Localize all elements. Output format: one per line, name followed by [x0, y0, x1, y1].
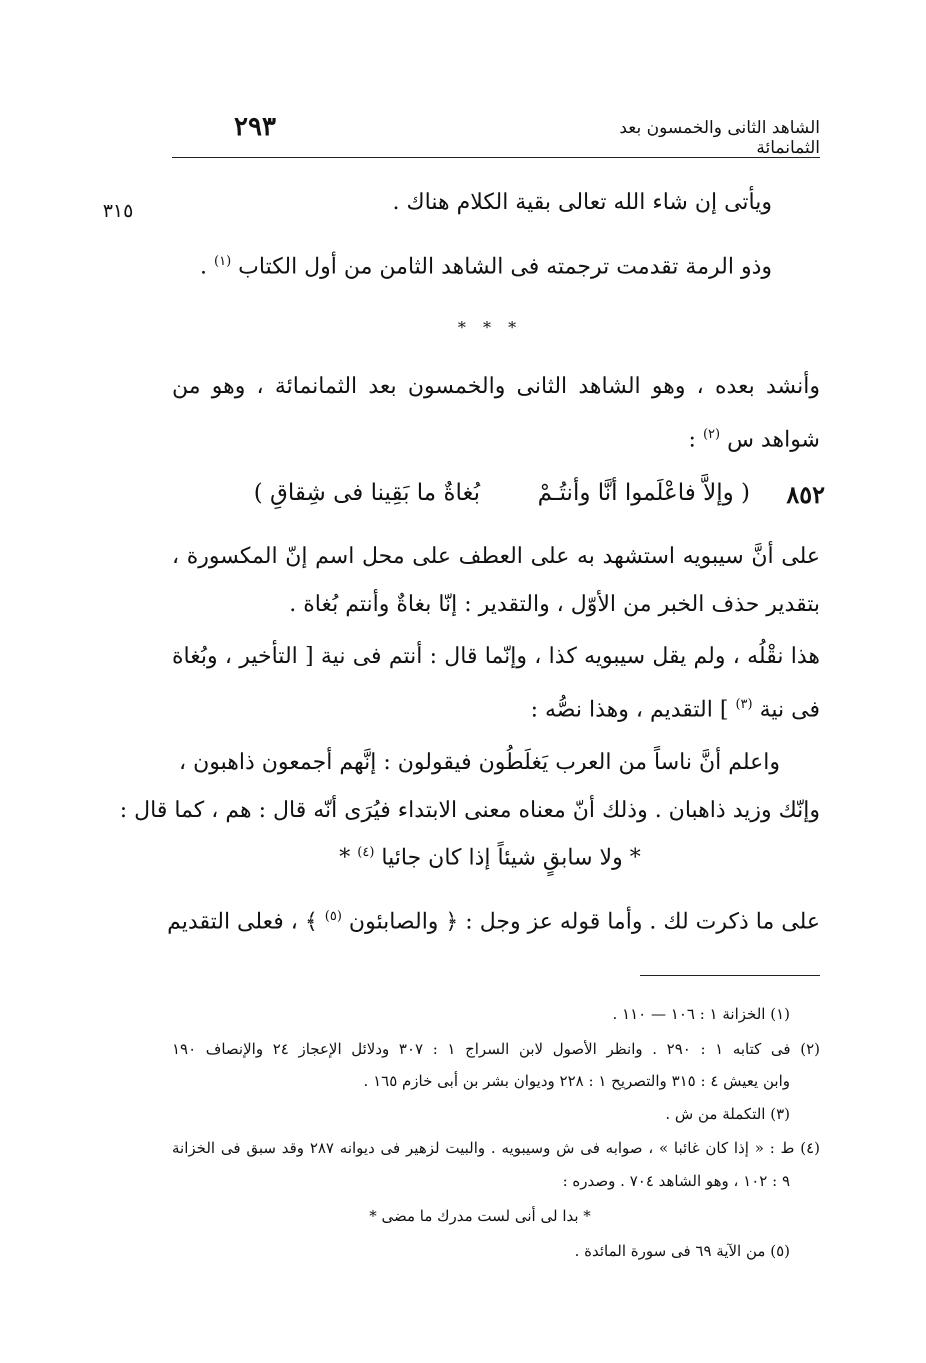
- quoted-verse-end: *: [339, 845, 351, 871]
- footnote-ref-4: (٤): [357, 845, 375, 860]
- body-line-11-text: على ما ذكرت لك . وأما قوله عز وجل : ﴿ والصابئون: [348, 909, 820, 935]
- poem-line: [200, 480, 825, 516]
- body-line-10: وإنّك وزيد ذاهبان . وذلك أنّ معناه معنى الابتداء فيُرَى أنّه قال : هم ، كما قال :: [119, 798, 820, 823]
- quoted-verse-text: * ولا سابقٍ شيئاً إذا كان جائيا: [381, 845, 641, 871]
- body-line-3: وأنشد بعده ، وهو الشاهد الثانى والخمسون بعد الثمانمائة ، وهو من: [172, 374, 820, 399]
- header-rule: [172, 157, 820, 158]
- body-line-8-end: ] التقديم ، وهذا نصُّه :: [530, 697, 729, 723]
- body-line-11-end: ﴾ ، فعلى التقديم: [167, 909, 318, 935]
- body-line-6: بتقدير حذف الخبر من الأوّل ، والتقدير : إنّا بغاةٌ وأنتم بُغاة .: [289, 592, 820, 617]
- body-line-8-start: فى نية: [759, 697, 820, 723]
- body-line-5: على أنَّ سيبويه استشهد به على العطف على محل اسم إنّ المكسورة ،: [172, 544, 820, 569]
- footnote-4-line-1: (٤) ط : « إذا كان غائبا » ، صوابه فى ش وسيبويه . والبيت لزهير فى ديوانه ٢٨٧ وقد سبق فى الخزانة: [172, 1139, 820, 1157]
- poem-hemistich-1: ( وإلاَّ فاعْلَموا أنَّا وأنتُـمْ: [537, 480, 750, 506]
- margin-number: ٣١٥: [102, 200, 134, 222]
- running-head: الشاهد الثانى والخمسون بعد الثمانمائة: [619, 118, 820, 158]
- footnote-ref-5: (٥): [324, 909, 342, 924]
- page-number: ٢٩٣: [234, 112, 276, 142]
- body-line-2: [172, 247, 772, 282]
- body-line-2-text: وذو الرمة تقدمت ترجمته فى الشاهد الثامن من أول الكتاب: [238, 254, 772, 280]
- body-line-2-end: .: [200, 254, 208, 280]
- footnote-2-line-1: (٢) فى كتابه ١ : ٢٩٠ . وانظر الأصول لابن السراج ١ : ٣٠٧ ودلائل الإعجاز ٢٤ والإنصاف ١٩٠: [172, 1040, 820, 1058]
- footnote-rule: [640, 975, 820, 976]
- footnote-3: (٣) التكملة من ش .: [665, 1105, 790, 1123]
- footnote-ref-3: (٣): [735, 697, 753, 712]
- body-line-1: ويأتى إن شاء الله تعالى بقية الكلام هناك .: [392, 190, 772, 215]
- body-line-4-text: شواهد س: [727, 427, 820, 453]
- poem-hemistich-2: بُغاةٌ ما بَقِينا فى شِقاقِ ): [253, 480, 480, 506]
- footnote-1: (١) الخزانة ١ : ١٠٦ — ١١٠ .: [612, 1005, 790, 1023]
- quoted-verse: [300, 845, 680, 870]
- footnote-5: (٥) من الآية ٦٩ فى سورة المائدة .: [574, 1242, 790, 1260]
- body-line-11: [167, 902, 820, 937]
- poem-number: ٨٥٢: [786, 480, 825, 509]
- body-line-7: هذا نقْلُه ، ولم يقل سيبويه كذا ، وإنّما قال : أنتم فى نية [ التأخير ، وبُغاة: [172, 644, 820, 669]
- section-separator: * * *: [457, 318, 523, 337]
- footnote-4-verse: * بدا لى أنى لست مدرك ما مضى *: [369, 1207, 591, 1225]
- footnote-ref-1: (١): [214, 254, 232, 269]
- body-line-9: واعلم أنَّ ناساً من العرب يَغلَطُون فيقولون : إنَّهم أجمعون ذاهبون ،: [179, 750, 780, 775]
- footnote-2-line-2: وابن يعيش ٤ : ٣١٥ والتصريح ١ : ٢٢٨ وديوان بشر بن أبى خازم ١٦٥ .: [363, 1072, 790, 1090]
- footnote-4-line-2: ٩ : ١٠٢ ، وهو الشاهد ٧٠٤ . وصدره :: [562, 1172, 790, 1190]
- body-line-4-end: :: [688, 427, 696, 453]
- body-line-4: [172, 420, 820, 455]
- footnote-ref-2: (٢): [702, 427, 721, 442]
- body-line-8: [172, 690, 820, 725]
